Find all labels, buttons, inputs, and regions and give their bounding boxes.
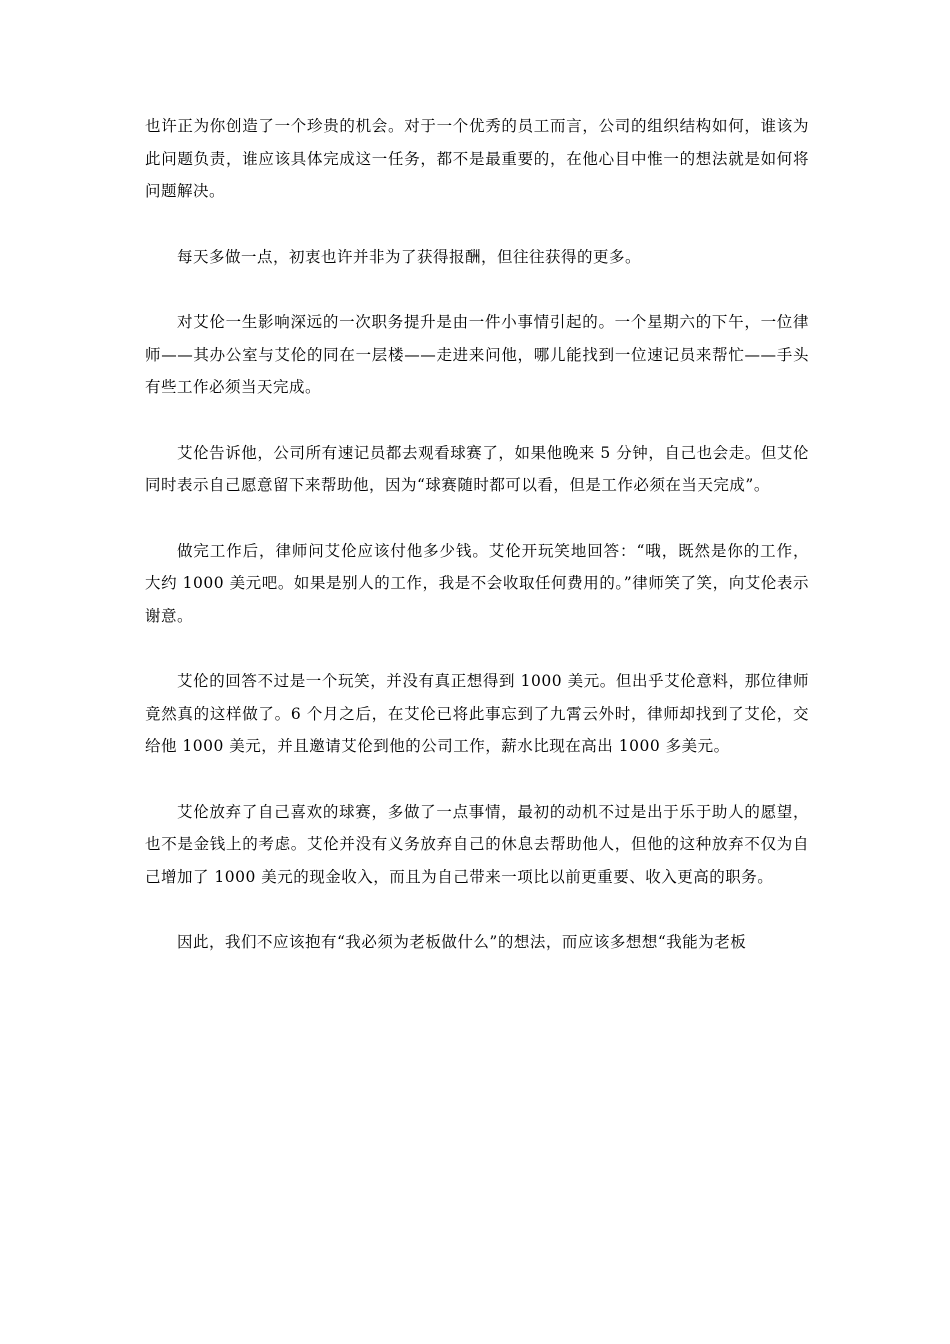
paragraph-1: 也许正为你创造了一个珍贵的机会。对于一个优秀的员工而言，公司的组织结构如何，谁该为此问题负责，谁应该具体完成这一任务，都不是最重要的，在他心目中惟一的想法就是如何将问题解决。	[145, 117, 809, 200]
paragraph-4: 艾伦告诉他，公司所有速记员都去观看球赛了，如果他晚来 5 分钟，自己也会走。但艾伦同时表示自己愿意留下来帮助他，因为“球赛随时都可以看，但是工作必须在当天完成”。	[145, 443, 809, 494]
paragraph-7: 艾伦放弃了自己喜欢的球赛，多做了一点事情，最初的动机不过是出于乐于助人的愿望，也不是金钱上的考虑。艾伦并没有义务放弃自己的休息去帮助他人，但他的这种放弃不仅为自己增加了 1000 美元的现金收入，而且为自己带来一项比以前更重要、收入更高的职务。	[145, 802, 809, 886]
document-body	[145, 110, 809, 992]
paragraph-6: 艾伦的回答不过是一个玩笑，并没有真正想得到 1000 美元。但出乎艾伦意料，那位律师竟然真的这样做了。6 个月之后，在艾伦已将此事忘到了九霄云外时，律师却找到了艾伦，交给他 1000 美元，并且邀请艾伦到他的公司工作，薪水比现在高出 1000 多美元。	[145, 672, 809, 755]
paragraph-2: 每天多做一点，初衷也许并非为了获得报酬，但往往获得的更多。	[177, 247, 642, 266]
paragraph-5: 做完工作后，律师问艾伦应该付他多少钱。艾伦开玩笑地回答：“哦，既然是你的工作，大约 1000 美元吧。如果是别人的工作，我是不会收取任何费用的。”律师笑了笑，向艾伦表示谢意。	[145, 541, 809, 625]
paragraph-3: 对艾伦一生影响深远的一次职务提升是由一件小事情引起的。一个星期六的下午，一位律师——其办公室与艾伦的同在一层楼——走进来问他，哪儿能找到一位速记员来帮忙——手头有些工作必须当天完成。	[145, 313, 809, 396]
paragraph-8: 因此，我们不应该抱有“我必须为老板做什么”的想法，而应该多想想“我能为老板	[177, 933, 747, 951]
